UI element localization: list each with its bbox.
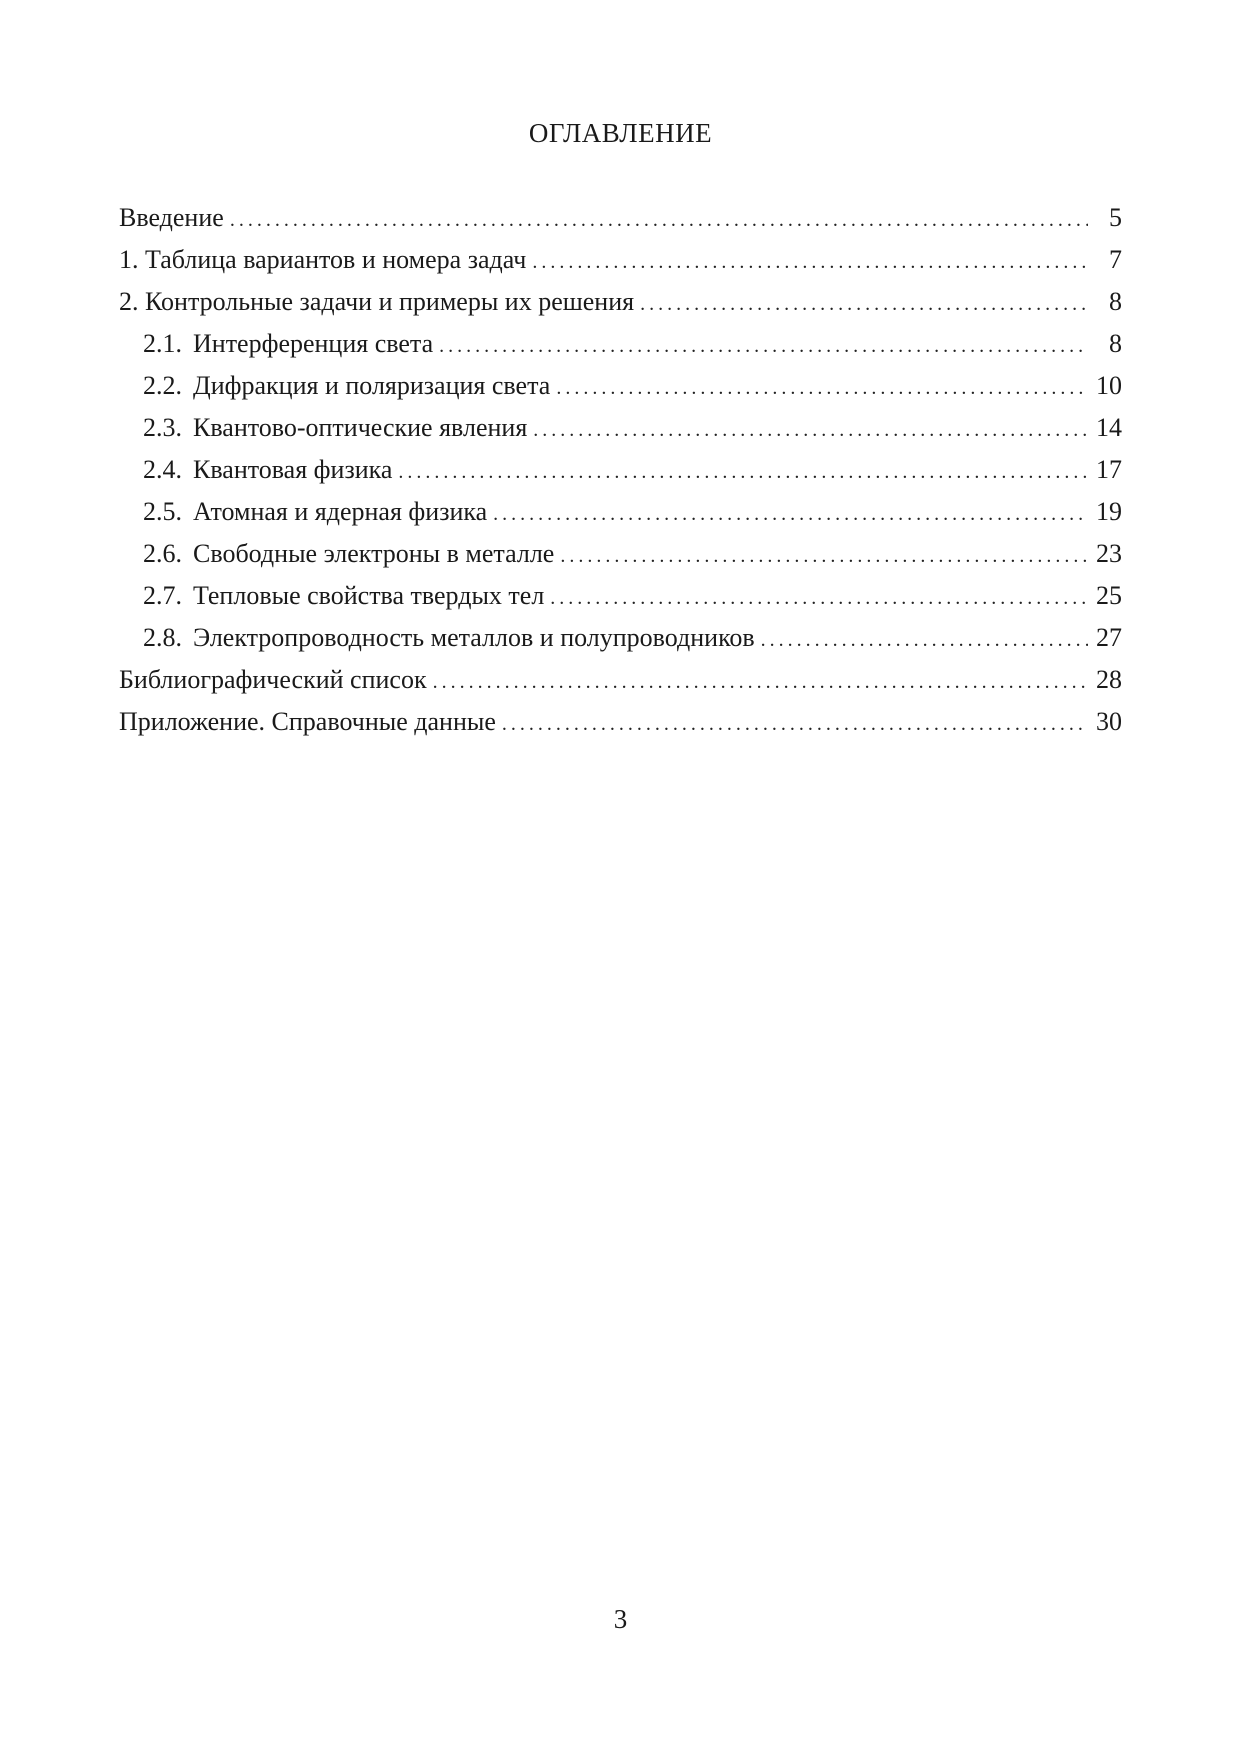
- toc-entry-number: 2.6.: [143, 539, 182, 568]
- toc-subentry[interactable]: [119, 491, 1122, 533]
- toc-entry-title[interactable]: Приложение. Справочные данные: [119, 707, 496, 736]
- toc-entry-number: 2.7.: [143, 581, 182, 610]
- toc-entry-title[interactable]: Квантово-оптические явления: [193, 413, 528, 442]
- toc-entry-number: 2.8.: [143, 623, 182, 652]
- toc-subentry[interactable]: [119, 617, 1122, 659]
- toc-entry-title[interactable]: Библиографический список: [119, 665, 427, 694]
- toc-entry-title[interactable]: Свободные электроны в металле: [193, 539, 555, 568]
- toc-entry-title[interactable]: Дифракция и поляризация света: [193, 371, 551, 400]
- toc-dot-leader: [550, 577, 1088, 619]
- toc-dot-leader: [502, 703, 1088, 745]
- toc-entry-title[interactable]: 2. Контрольные задачи и примеры их решения: [119, 287, 635, 316]
- toc-entry-number: 2.4.: [143, 455, 182, 484]
- toc-subentry[interactable]: [119, 365, 1122, 407]
- toc-entry-title[interactable]: Атомная и ядерная физика: [193, 497, 488, 526]
- toc-entry-number: 2.2.: [143, 371, 182, 400]
- toc-entry[interactable]: [119, 659, 1122, 701]
- page-number: 3: [613, 1604, 628, 1634]
- toc-dot-leader: [398, 451, 1088, 493]
- toc-entry-page: 19: [1096, 497, 1122, 526]
- toc-entry-page: 14: [1096, 413, 1122, 442]
- toc-dot-leader: [640, 283, 1088, 325]
- toc-entry-page: 23: [1096, 539, 1122, 568]
- toc-entry[interactable]: [119, 701, 1122, 743]
- toc-entry-page: 17: [1096, 455, 1122, 484]
- toc-dot-leader: [230, 199, 1088, 241]
- toc-entry-title[interactable]: Тепловые свойства твердых тел: [193, 581, 545, 610]
- toc-entry-number: 2.5.: [143, 497, 182, 526]
- toc-entry-page: 8: [1109, 329, 1122, 358]
- toc-subentry[interactable]: [119, 323, 1122, 365]
- toc-entry-page: 25: [1096, 581, 1122, 610]
- toc-subentry[interactable]: [119, 407, 1122, 449]
- toc-entry[interactable]: [119, 281, 1122, 323]
- toc-subentry[interactable]: [119, 449, 1122, 491]
- toc-entry-title[interactable]: Введение: [119, 203, 224, 232]
- toc-dot-leader: [533, 409, 1088, 451]
- toc-dot-leader: [532, 241, 1088, 283]
- page-title: ОГЛАВЛЕНИЕ: [528, 118, 713, 148]
- toc-entry-page: 8: [1109, 287, 1122, 316]
- toc-dot-leader: [439, 325, 1088, 367]
- toc-subentry[interactable]: [119, 575, 1122, 617]
- toc-dot-leader: [556, 367, 1088, 409]
- toc-entry-number: 2.1.: [143, 329, 182, 358]
- toc-entry-title[interactable]: Квантовая физика: [193, 455, 393, 484]
- toc-entry[interactable]: [119, 197, 1122, 239]
- toc-subentry[interactable]: [119, 533, 1122, 575]
- toc-entry-page: 30: [1096, 707, 1122, 736]
- toc-entry-page: 10: [1096, 371, 1122, 400]
- toc-entry-number: 2.3.: [143, 413, 182, 442]
- toc-entry[interactable]: [119, 239, 1122, 281]
- toc-entry-page: 7: [1109, 245, 1122, 274]
- toc-dot-leader: [560, 535, 1088, 577]
- toc-entry-page: 27: [1096, 623, 1122, 652]
- toc-entry-title[interactable]: Интерференция света: [193, 329, 434, 358]
- toc-dot-leader: [493, 493, 1088, 535]
- toc-dot-leader: [761, 619, 1088, 661]
- toc-entry-page: 5: [1109, 203, 1122, 232]
- toc-entry-page: 28: [1096, 665, 1122, 694]
- table-of-contents: [119, 197, 1122, 743]
- toc-dot-leader: [433, 661, 1088, 703]
- toc-entry-title[interactable]: Электропроводность металлов и полупроводников: [193, 623, 755, 652]
- toc-entry-title[interactable]: 1. Таблица вариантов и номера задач: [119, 245, 527, 274]
